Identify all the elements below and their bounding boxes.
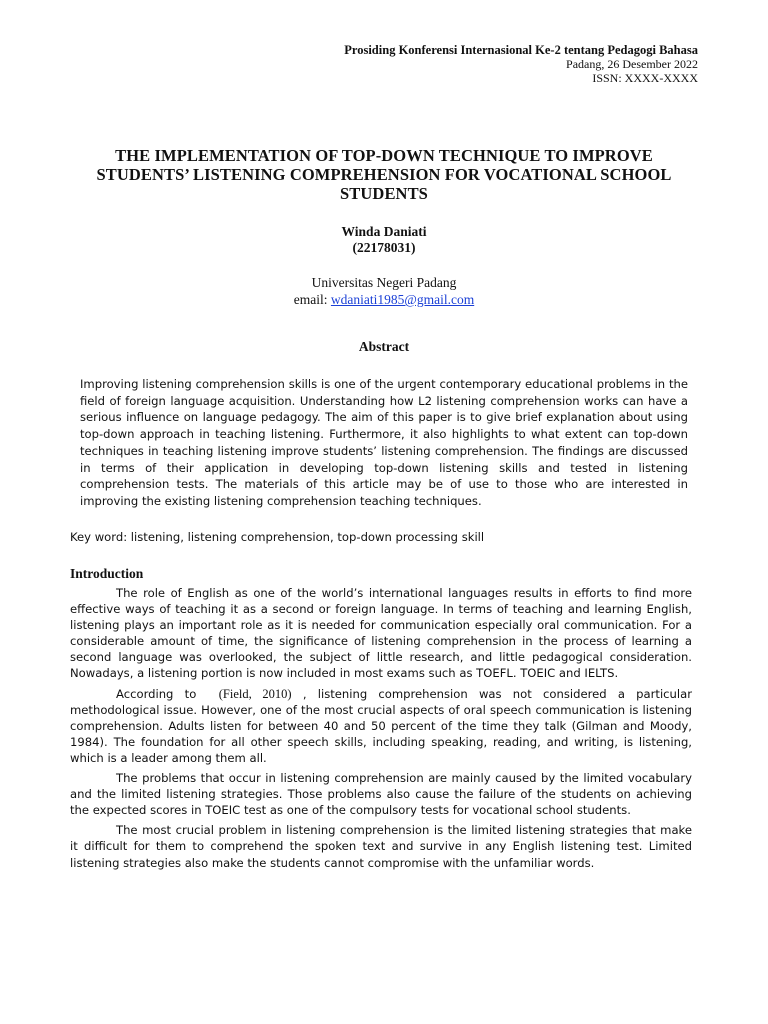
keywords: Key word: listening, listening comprehension, top-down processing skill — [70, 530, 485, 544]
citation-field-2010: (Field, 2010) — [218, 686, 292, 701]
paper-title — [60, 146, 708, 203]
title-line-2: STUDENTS’ LISTENING COMPREHENSION FOR VOCATIONAL SCHOOL — [96, 165, 672, 184]
issn: ISSN: XXXX-XXXX — [592, 71, 698, 85]
affiliation-block — [0, 274, 768, 308]
title-line-3: STUDENTS — [340, 184, 428, 203]
abstract-heading: Abstract — [358, 339, 410, 354]
title-line-1: THE IMPLEMENTATION OF TOP-DOWN TECHNIQUE TO IMPROVE — [115, 146, 653, 165]
proceedings-header — [344, 43, 698, 85]
email-line — [0, 291, 768, 308]
conference-name: Prosiding Konferensi Internasional Ke-2 tentang Pedagogi Bahasa — [344, 43, 698, 57]
intro-paragraph-2 — [70, 686, 692, 766]
p2-rest: , listening comprehension was not considered a particular methodological issue. However, one of the most crucial aspects of oral speech communication is listening comprehension. Adults listen for between 40 and 50 percent of the time they talk (Gilman and Moody, 1984). The foundation for all other speech skills, including speaking, reading, and writing, is listening, which is a leader among them all. — [70, 686, 692, 765]
abstract-text: Improving listening comprehension skills is one of the urgent contemporary educational problems in the field of foreign language acquisition. Understanding how L2 listening comprehension works can have a serious influence on language pedagogy. The aim of this paper is to give brief explanation about using top-down approach in teaching listening. Furthermore, it also highlights to what extent can top-down techniques in teaching listening improve students’ listening comprehension. The findings are discussed in terms of their application in developing top-down listening skills and tested in listening comprehension tests. The materials of this article may be of use to those who are interested in improving the existing listening comprehension teaching techniques. — [80, 377, 688, 508]
university: Universitas Negeri Padang — [311, 275, 457, 290]
introduction-body — [70, 585, 692, 875]
intro-paragraph-4: The most crucial problem in listening comprehension is the limited listening strategies that make it difficult for them to comprehend the spoken text and survive in any English listening test. Limited listening strategies also make the students cannot compromise with the unfamiliar words. — [70, 823, 692, 870]
p2-lead: According to — [116, 686, 197, 701]
conference-place-date: Padang, 26 Desember 2022 — [566, 57, 698, 71]
author-id: (22178031) — [352, 240, 416, 255]
intro-paragraph-1: The role of English as one of the world’s international languages results in efforts to find more effective ways of teaching it as a second or foreign language. In terms of teaching and learning English, listening plays an important role as it is needed for communication especially oral communication. For a considerable amount of time, the significance of listening comprehension in the process of learning a second language was overlooked, the subject of little research, and little pedagogical consideration. Nowadays, a listening portion is now included in most exams such as TOEFL. TOEIC and IELTS. — [70, 586, 692, 681]
email-link[interactable]: wdaniati1985@gmail.com — [330, 292, 475, 307]
author-block — [0, 224, 768, 256]
introduction-heading: Introduction — [70, 566, 144, 581]
author-name: Winda Daniati — [341, 224, 427, 239]
intro-paragraph-3: The problems that occur in listening comprehension are mainly caused by the limited vocabulary and the limited listening strategies. Those problems also cause the failure of the students on achieving the expected scores in TOEIC test as one of the compulsory tests for vocational school students. — [70, 771, 692, 818]
email-label: email: — [293, 292, 328, 307]
